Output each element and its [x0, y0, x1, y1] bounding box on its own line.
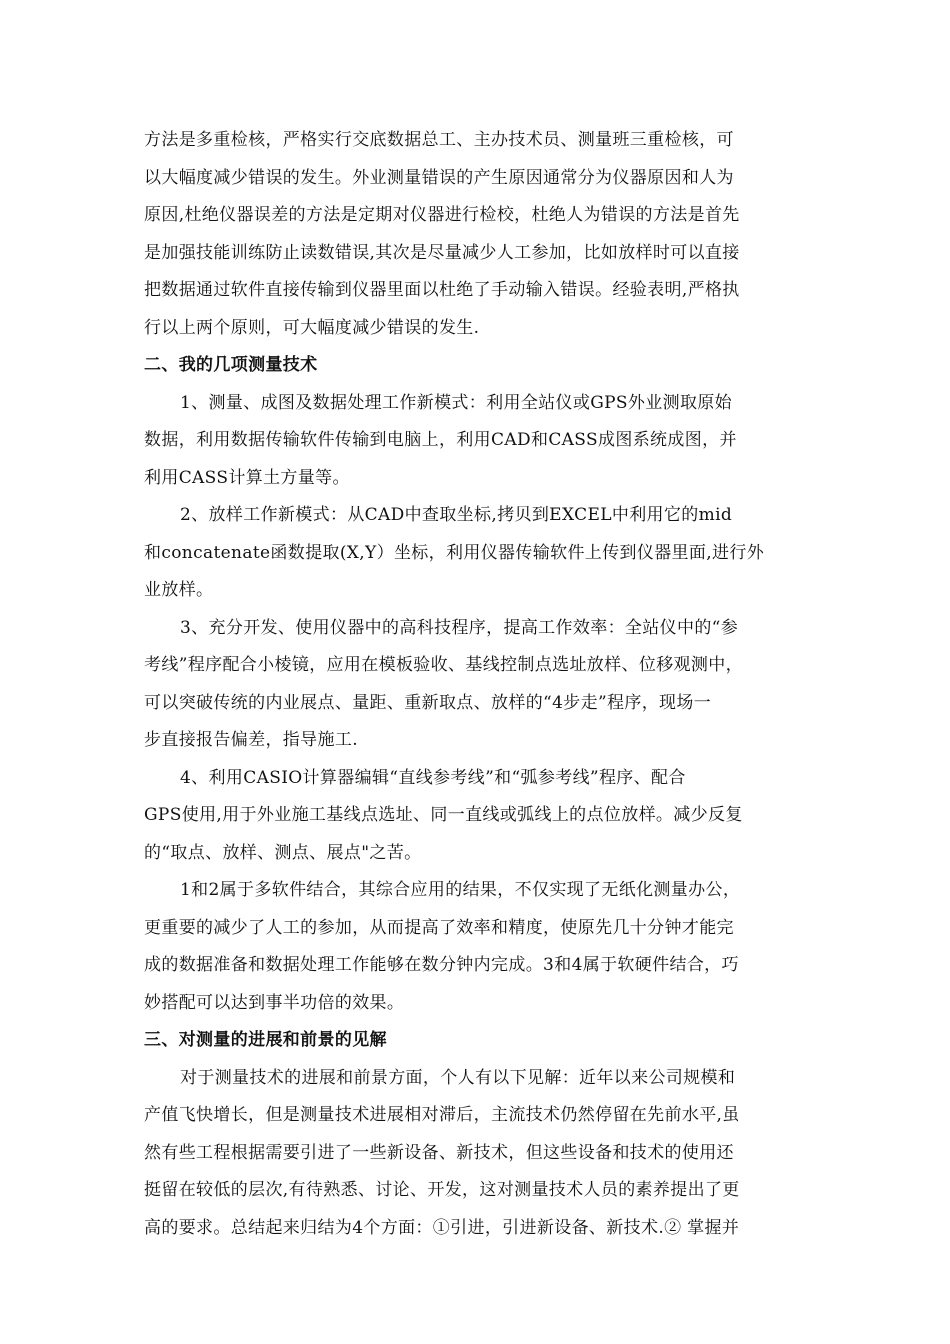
text-line: 数据，利用数据传输软件传输到电脑上，利用CAD和CASS成图系统成图，并 [144, 430, 737, 450]
paragraph [144, 872, 816, 1022]
text-line: 利用CASS计算土方量等。 [144, 467, 350, 488]
text-line: 产值飞快增长，但是测量技术进展相对滞后，主流技术仍然停留在先前水平,虽 [144, 1105, 740, 1125]
text-line: 妙搭配可以达到事半功倍的效果。 [144, 992, 405, 1013]
text-line: 成的数据准备和数据处理工作能够在数分钟内完成。3和4属于软硬件结合，巧 [144, 955, 739, 975]
paragraph [144, 122, 816, 347]
text-line: 业放样。 [144, 580, 214, 600]
text-line: 考线”程序配合小棱镜，应用在模板验收、基线控制点选址放样、位移观测中， [144, 655, 743, 675]
paragraph [144, 497, 816, 610]
section-heading: 三、对测量的进展和前景的见解 [144, 1030, 387, 1050]
text-line: 方法是多重检核，严格实行交底数据总工、主办技术员、测量班三重检核，可 [144, 130, 734, 150]
text-line: 然有些工程根据需要引进了一些新设备、新技术，但这些设备和技术的使用还 [144, 1142, 734, 1163]
text-line: 更重要的减少了人工的参加，从而提高了效率和精度，使原先几十分钟才能完 [144, 917, 734, 938]
text-line: 以大幅度减少错误的发生。外业测量错误的产生原因通常分为仪器原因和人为 [144, 167, 734, 188]
text-line: 是加强技能训练防止读数错误,其次是尽量减少人工参加，比如放样时可以直接 [144, 242, 740, 263]
text-line: 对于测量技术的进展和前景方面，个人有以下见解：近年以来公司规模和 [180, 1067, 736, 1088]
text-line: 1、测量、成图及数据处理工作新模式：利用全站仪或GPS外业测取原始 [180, 392, 733, 413]
text-line: 的“取点、放样、测点、展点"之苦。 [144, 842, 422, 863]
text-line: 原因,杜绝仪器误差的方法是定期对仪器进行检校，杜绝人为错误的方法是首先 [144, 205, 740, 225]
text-line: 可以突破传统的内业展点、量距、重新取点、放样的“4步走”程序，现场一 [144, 692, 712, 713]
text-line: 4、利用CASIO计算器编辑“直线参考线”和“弧参考线”程序、配合 [180, 767, 686, 788]
text-line: 3、充分开发、使用仪器中的高科技程序，提高工作效率：全站仪中的“参 [180, 617, 739, 638]
paragraph [144, 385, 816, 498]
text-line: 高的要求。总结起来归结为4个方面：①引进，引进新设备、新技术.② 掌握并 [144, 1217, 740, 1238]
paragraph [144, 610, 816, 760]
text-line: 挺留在较低的层次,有待熟悉、讨论、开发，这对测量技术人员的素养提出了更 [144, 1180, 740, 1200]
paragraph [144, 1060, 816, 1248]
text-line: 2、放样工作新模式：从CAD中查取坐标,拷贝到EXCEL中利用它的mid [180, 505, 733, 525]
text-line: 行以上两个原则，可大幅度减少错误的发生. [144, 317, 480, 338]
text-line: 和concatenate函数提取(X,Y）坐标，利用仪器传输软件上传到仪器里面,进行外 [144, 542, 765, 563]
text-line: 步直接报告偏差，指导施工. [144, 730, 358, 750]
paragraph [144, 760, 816, 873]
section-heading: 二、我的几项测量技术 [144, 355, 318, 375]
text-line: 1和2属于多软件结合，其综合应用的结果，不仅实现了无纸化测量办公， [180, 880, 741, 900]
document-body [144, 122, 816, 1247]
text-line: 把数据通过软件直接传输到仪器里面以杜绝了手动输入错误。经验表明,严格执 [144, 280, 740, 300]
text-line: GPS使用,用于外业施工基线点选址、同一直线或弧线上的点位放样。减少反复 [144, 805, 743, 825]
